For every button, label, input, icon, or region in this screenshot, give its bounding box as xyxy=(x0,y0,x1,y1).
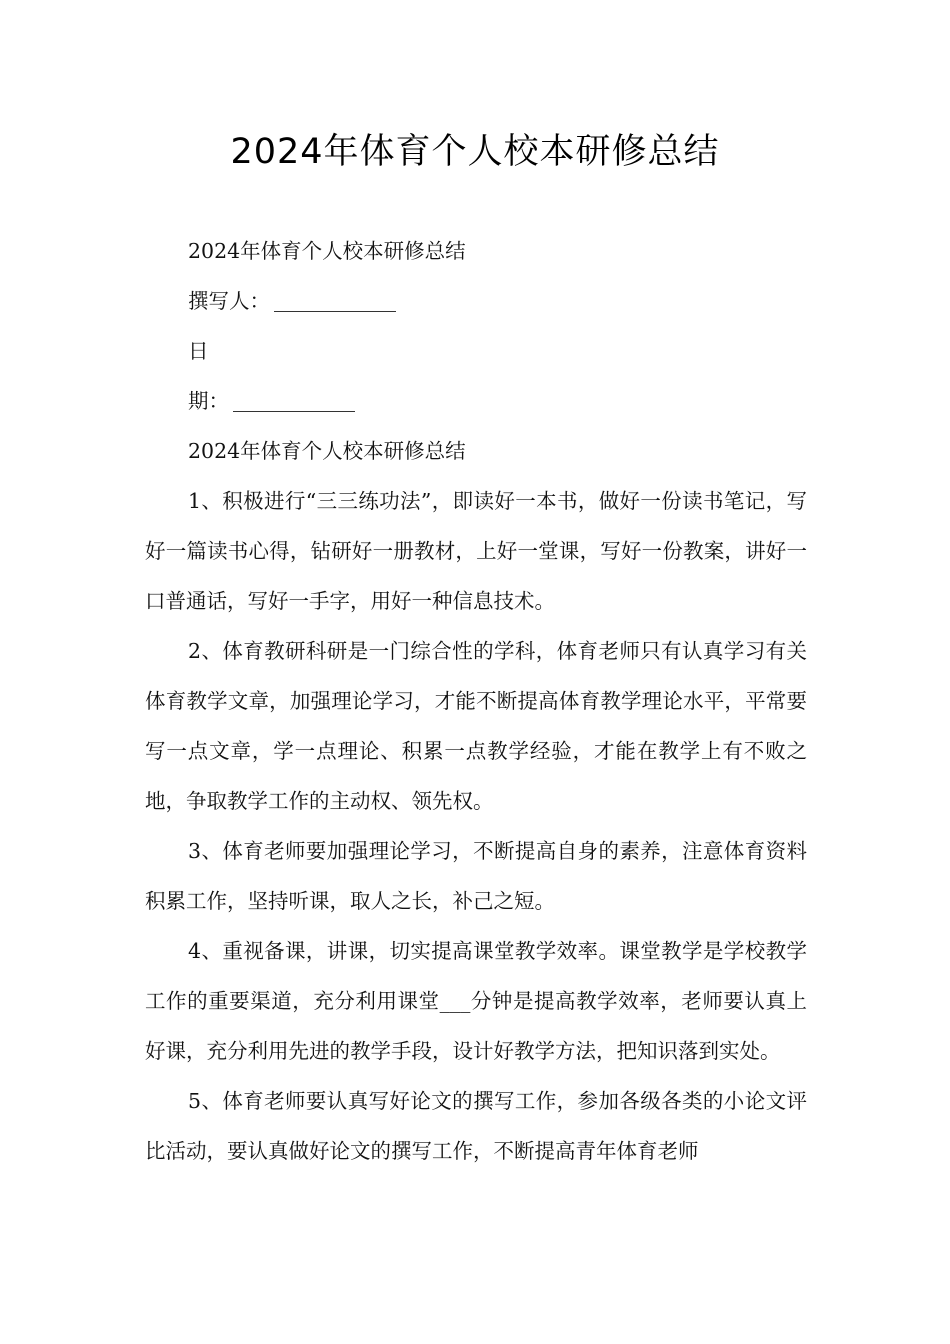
paragraph-2: 2、体育教研科研是一门综合性的学科，体育老师只有认真学习有关体育教学文章，加强理论学习，才能不断提高体育教学理论水平，平常要写一点文章，学一点理论、积累一点教学经验，才能在教学上有不败之地，争取教学工作的主动权、领先权。 xyxy=(145,639,807,813)
author-line xyxy=(145,276,807,326)
date-label: 期： xyxy=(188,389,229,413)
author-label: 撰写人： xyxy=(188,289,270,313)
document-title: 2024年体育个人校本研修总结 xyxy=(230,132,720,172)
document-body xyxy=(145,226,807,1176)
subtitle: 2024年体育个人校本研修总结 xyxy=(188,439,466,463)
date-blank xyxy=(233,410,355,412)
date-label-line-1: 日 xyxy=(188,339,209,363)
paragraph-1: 1、积极进行“三三练功法”，即读好一本书，做好一份读书笔记，写好一篇读书心得，钻研好一册教材，上好一堂课，写好一份教案，讲好一口普通话，写好一手字，用好一种信息技术。 xyxy=(145,489,807,613)
header-line: 2024年体育个人校本研修总结 xyxy=(188,239,466,263)
paragraph-3: 3、体育老师要加强理论学习，不断提高自身的素养，注意体育资料积累工作，坚持听课，取人之长，补己之短。 xyxy=(145,839,807,913)
date-line xyxy=(145,376,807,426)
author-blank xyxy=(274,310,396,312)
paragraph-4: 4、重视备课，讲课，切实提高课堂教学效率。课堂教学是学校教学工作的重要渠道，充分利用课堂___分钟是提高教学效率，老师要认真上好课，充分利用先进的教学手段，设计好教学方法，把知识落到实处。 xyxy=(145,939,807,1063)
paragraph-5: 5、体育老师要认真写好论文的撰写工作，参加各级各类的小论文评比活动，要认真做好论文的撰写工作，不断提高青年体育老师 xyxy=(145,1089,807,1163)
